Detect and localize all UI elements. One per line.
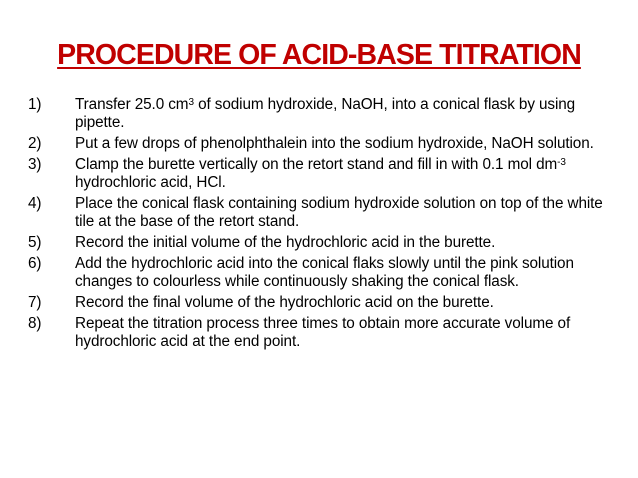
- procedure-step-8: [28, 315, 608, 351]
- step-number: 8): [28, 315, 42, 332]
- superscript: 3: [188, 97, 194, 108]
- step-text: Place the conical flask containing sodium hydroxide solution on top of the white tile at the base of the retort stand.: [75, 195, 603, 230]
- step-text-part: Transfer 25.0 cm: [75, 96, 189, 113]
- step-number: 2): [28, 135, 42, 152]
- step-text: Repeat the titration process three times to obtain more accurate volume of hydrochloric acid at the end point.: [75, 315, 571, 350]
- step-text: [75, 156, 608, 192]
- procedure-step-4: [28, 195, 608, 231]
- step-text: Add the hydrochloric acid into the conical flaks slowly until the pink solution changes to colourless while continuously shaking the conical flask.: [75, 255, 574, 290]
- step-number: 6): [28, 255, 42, 272]
- step-number: 5): [28, 234, 42, 251]
- procedure-step-2: [28, 135, 608, 153]
- step-number: 7): [28, 294, 42, 311]
- superscript: -3: [557, 157, 566, 168]
- step-text-part: of sodium hydroxide, NaOH, into a conical flask by using pipette.: [75, 96, 576, 131]
- procedure-step-6: [28, 255, 608, 291]
- step-text: Record the initial volume of the hydrochloric acid in the burette.: [75, 234, 496, 251]
- step-text: Put a few drops of phenolphthalein into the sodium hydroxide, NaOH solution.: [75, 135, 594, 152]
- procedure-step-1: [28, 96, 608, 132]
- step-text: Record the final volume of the hydrochloric acid on the burette.: [75, 294, 494, 311]
- step-text-part: Clamp the burette vertically on the retort stand and fill in with 0.1 mol dm: [75, 156, 558, 173]
- step-number: 1): [28, 96, 42, 113]
- procedure-steps-list: [28, 96, 608, 354]
- procedure-step-3: [28, 156, 608, 192]
- step-number: 4): [28, 195, 42, 212]
- step-text-part: hydrochloric acid, HCl.: [75, 174, 226, 191]
- step-number: 3): [28, 156, 42, 173]
- procedure-step-5: [28, 234, 608, 252]
- step-text: [75, 96, 608, 132]
- slide-title: PROCEDURE OF ACID-BASE TITRATION: [57, 39, 581, 71]
- procedure-step-7: [28, 294, 608, 312]
